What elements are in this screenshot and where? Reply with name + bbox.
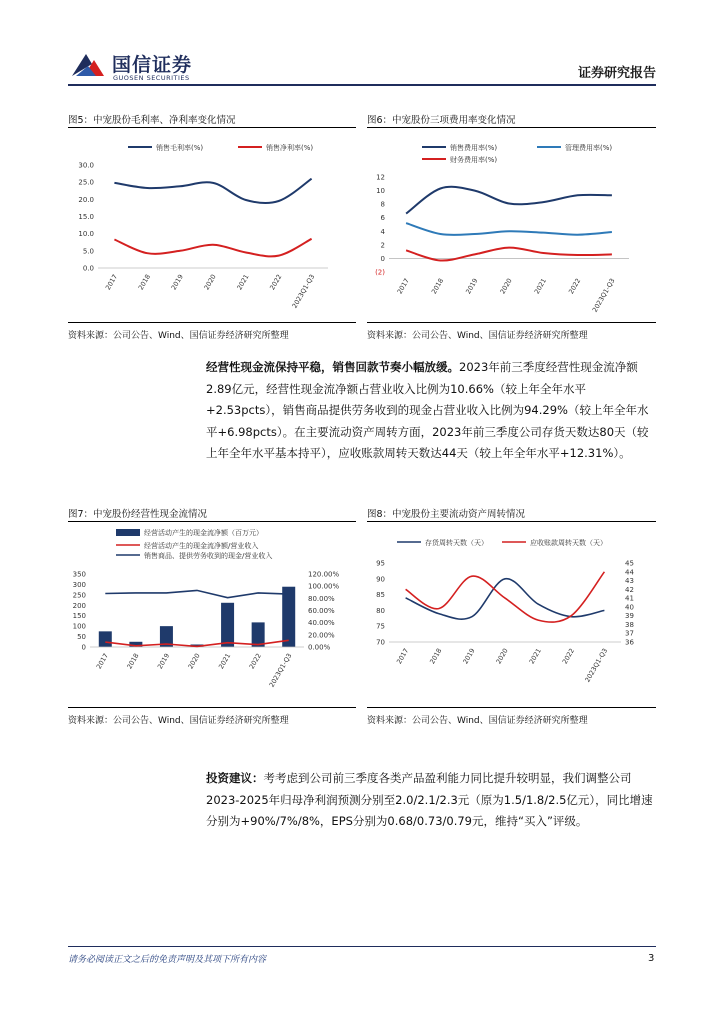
x-tick-label: 2021 — [532, 277, 549, 296]
footer-rule — [68, 946, 656, 947]
y-tick-label: 10.0 — [78, 230, 94, 239]
fig6-title-rule — [367, 127, 656, 128]
y-left-tick-label: 100 — [72, 622, 86, 631]
logo-mark — [70, 50, 106, 82]
fig6-title: 图6：中宠股份三项费用率变化情况 — [367, 115, 516, 126]
y-right-tick-label: 60.00% — [308, 607, 335, 615]
x-tick-label: 2023Q1-Q3 — [583, 647, 610, 684]
fig8-source: 资料来源：公司公告、Wind、国信证券经济研究所整理 — [367, 716, 588, 726]
y-right-tick-label: 41 — [625, 594, 634, 603]
y-right-tick-label: 0.00% — [308, 643, 331, 652]
y-right-tick-label: 120.00% — [308, 570, 340, 579]
fig5-title-rule — [68, 127, 356, 128]
y-right-tick-label: 44 — [625, 568, 634, 577]
bar — [282, 587, 295, 647]
y-tick-label: 0 — [380, 254, 385, 263]
legend-label: 经营活动产生的现金流净额/营业收入 — [144, 542, 259, 550]
y-right-tick-label: 40 — [625, 603, 634, 612]
legend-label: 经营活动产生的现金流净额（百万元） — [144, 529, 263, 537]
y-left-tick-label: 85 — [376, 591, 385, 600]
y-tick-label: 10 — [376, 187, 385, 196]
x-tick-label: 2023Q1-Q3 — [290, 273, 317, 310]
y-tick-label: 20.0 — [78, 195, 94, 204]
fig8-title: 图8：中宠股份主要流动资产周转情况 — [367, 509, 526, 520]
fig6-chart — [367, 133, 656, 323]
legend-swatch — [116, 529, 140, 536]
y-left-tick-label: 0 — [81, 643, 86, 652]
bar — [99, 631, 112, 647]
brand-name-cn: 国信证券 — [112, 54, 193, 76]
series-line-2 — [114, 239, 311, 257]
y-left-tick-label: 250 — [72, 591, 86, 600]
x-tick-label: 2019 — [464, 277, 480, 296]
y-left-tick-label: 70 — [376, 638, 385, 647]
y-tick-label: 8 — [380, 200, 385, 209]
y-tick-label: 5.0 — [82, 247, 94, 256]
guosen-logo-icon — [70, 50, 106, 82]
legend-label: 销售费用率(%) — [450, 144, 498, 152]
fig7-chart — [68, 524, 356, 708]
y-left-tick-label: 80 — [376, 606, 385, 615]
y-right-tick-label: 37 — [625, 629, 634, 638]
paragraph-investment-lead: 投资建议： — [206, 771, 264, 785]
y-tick-label: 30.0 — [78, 161, 94, 170]
y-left-tick-label: 350 — [72, 570, 86, 579]
x-tick-label: 2019 — [169, 273, 185, 292]
x-tick-label: 2022 — [268, 273, 284, 292]
y-left-tick-label: 75 — [376, 622, 385, 631]
x-tick-label: 2017 — [103, 273, 120, 292]
y-right-tick-label: 80.00% — [308, 594, 335, 603]
series-line-2 — [406, 223, 612, 235]
x-tick-label: 2018 — [428, 647, 444, 666]
x-tick-label: 2017 — [94, 652, 111, 671]
x-tick-label: 2022 — [247, 652, 263, 671]
y-right-tick-label: 43 — [625, 577, 634, 586]
legend-label: 应收账款周转天数（天） — [530, 539, 607, 547]
y-left-tick-label: 90 — [376, 575, 385, 584]
y-right-tick-label: 38 — [625, 620, 634, 629]
x-tick-label: 2019 — [155, 652, 172, 671]
y-right-tick-label: 40.00% — [308, 619, 335, 628]
fig7-title-rule — [68, 521, 356, 522]
legend-label: 财务费用率(%) — [450, 156, 498, 164]
x-tick-label: 2018 — [136, 273, 153, 292]
y-tick-label: 2 — [380, 241, 385, 250]
page-number: 3 — [648, 953, 655, 964]
brand-name-en: GUOSEN SECURITIES — [113, 74, 190, 82]
x-tick-label: 2019 — [461, 647, 477, 666]
x-tick-label: 2020 — [498, 277, 514, 296]
x-tick-label: 2021 — [217, 652, 233, 671]
legend-label: 存货周转天数（天） — [425, 539, 488, 547]
y-tick-label: 12 — [376, 173, 385, 182]
y-left-tick-label: 50 — [77, 633, 86, 642]
legend-label: 销售净利率(%) — [266, 144, 314, 152]
fig5-title: 图5：中宠股份毛利率、净利率变化情况 — [68, 115, 236, 126]
fig5-chart — [68, 133, 356, 323]
y-tick-label: 15.0 — [78, 213, 94, 221]
fig6-source-rule — [367, 322, 656, 323]
paragraph-cashflow-body: 2023年前三季度经营性现金流净额2.89亿元，经营性现金流净额占营业收入比例为10.66%（较上年全年水平+2.53pcts），销售商品提供劳务收到的现金占营业收入比例为94.29%（较上年全年水平+6.98pcts）。在主要流动资产周转方面，2023年前三季度公司存货天数达80天（较上年全年水平基本持平），应收账款周转天数达44天（较上年全年水平+12.31%）。 — [206, 360, 649, 460]
y-left-tick-label: 200 — [72, 601, 86, 610]
y-left-tick-label: 95 — [376, 559, 385, 568]
series-line-1 — [114, 179, 311, 203]
header-rule — [68, 84, 656, 86]
legend-label: 销售商品、提供劳务收到的现金/营业收入 — [144, 552, 273, 560]
y-tick-label: 6 — [380, 214, 385, 223]
x-tick-label: 2021 — [527, 647, 543, 666]
y-left-tick-label: 150 — [72, 612, 86, 621]
y-right-tick-label: 36 — [625, 638, 634, 647]
y-right-tick-label: 39 — [625, 612, 634, 621]
legend-label: 管理费用率(%) — [565, 144, 613, 152]
fig5-source: 资料来源：公司公告、Wind、国信证券经济研究所整理 — [68, 331, 289, 341]
series-line-1 — [406, 187, 612, 214]
legend-label: 销售毛利率(%) — [156, 144, 204, 152]
y-right-tick-label: 20.00% — [308, 631, 335, 640]
x-tick-label: 2022 — [567, 277, 583, 296]
report-type: 证券研究报告 — [578, 66, 657, 81]
fig7-title: 图7：中宠股份经营性现金流情况 — [68, 509, 208, 520]
x-tick-label: 2020 — [494, 647, 510, 666]
fig6-source: 资料来源：公司公告、Wind、国信证券经济研究所整理 — [367, 331, 588, 341]
paragraph-investment-body: 考考虑到公司前三季度各类产品盈利能力同比提升较明显，我们调整公司2023-2025年归母净利润预测分别至2.0/2.1/2.3元（原为1.5/1.8/2.5亿元），同比增速分别为+90%/7%/8%，EPS分别为0.68/0.73/0.79元，维持“买入”评级。 — [206, 771, 653, 828]
y-tick-label: (2) — [375, 268, 385, 277]
x-tick-label: 2020 — [186, 652, 202, 671]
x-tick-label: 2021 — [235, 273, 251, 292]
x-tick-label: 2017 — [395, 647, 411, 666]
fig7-source-rule — [68, 707, 356, 708]
y-left-tick-label: 300 — [72, 580, 86, 589]
fig5-source-rule — [68, 322, 356, 323]
y-tick-label: 25.0 — [78, 178, 94, 187]
fig7-source: 资料来源：公司公告、Wind、国信证券经济研究所整理 — [68, 716, 289, 726]
x-tick-label: 2017 — [395, 277, 411, 296]
y-right-tick-label: 42 — [625, 585, 634, 594]
fig8-title-rule — [367, 521, 656, 522]
y-right-tick-label: 100.00% — [308, 582, 340, 591]
x-tick-label: 2023Q1-Q3 — [590, 277, 617, 314]
x-tick-label: 2022 — [560, 647, 577, 666]
fig8-source-rule — [367, 707, 656, 708]
x-tick-label: 2018 — [429, 277, 446, 296]
fig8-chart — [367, 524, 656, 708]
y-right-tick-label: 45 — [625, 559, 634, 568]
y-tick-label: 0.0 — [82, 264, 94, 273]
series-line-2 — [105, 590, 288, 597]
paragraph-cashflow-lead: 经营性现金流保持平稳，销售回款节奏小幅放缓。 — [206, 360, 459, 374]
bar — [221, 603, 234, 647]
paragraph-cashflow — [206, 357, 656, 465]
x-tick-label: 2020 — [202, 273, 218, 292]
paragraph-investment — [206, 768, 656, 833]
y-tick-label: 4 — [380, 227, 385, 236]
x-tick-label: 2023Q1-Q3 — [267, 652, 294, 689]
x-tick-label: 2018 — [125, 652, 141, 671]
footer-disclaimer: 请务必阅读正文之后的免责声明及其项下所有内容 — [68, 955, 267, 965]
